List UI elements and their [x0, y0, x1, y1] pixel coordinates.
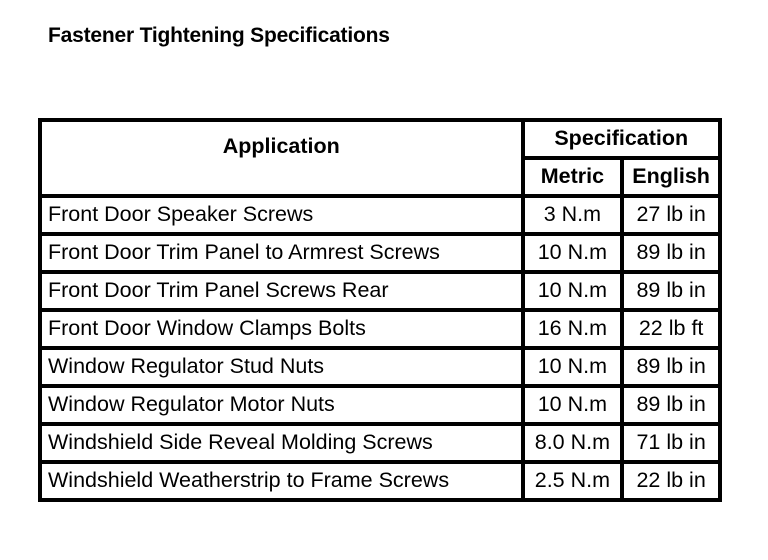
english-cell: 22 lb in [622, 462, 720, 500]
application-cell: Window Regulator Motor Nuts [40, 386, 523, 424]
metric-cell: 10 N.m [523, 272, 623, 310]
english-cell: 89 lb in [622, 386, 720, 424]
metric-header: Metric [523, 158, 623, 196]
application-cell: Front Door Speaker Screws [40, 196, 523, 234]
metric-cell: 10 N.m [523, 348, 623, 386]
english-cell: 89 lb in [622, 272, 720, 310]
metric-cell: 10 N.m [523, 234, 623, 272]
application-cell: Window Regulator Stud Nuts [40, 348, 523, 386]
metric-cell: 2.5 N.m [523, 462, 623, 500]
table-row [40, 424, 720, 462]
metric-cell: 8.0 N.m [523, 424, 623, 462]
english-cell: 89 lb in [622, 234, 720, 272]
specification-header: Specification [523, 120, 721, 158]
metric-cell: 3 N.m [523, 196, 623, 234]
application-cell: Front Door Window Clamps Bolts [40, 310, 523, 348]
table-row [40, 234, 720, 272]
english-cell: 27 lb in [622, 196, 720, 234]
metric-cell: 10 N.m [523, 386, 623, 424]
english-header: English [622, 158, 720, 196]
table-row [40, 272, 720, 310]
metric-cell: 16 N.m [523, 310, 623, 348]
english-cell: 89 lb in [622, 348, 720, 386]
table-row [40, 386, 720, 424]
fastener-spec-table [38, 118, 722, 502]
page-title: Fastener Tightening Specifications [48, 24, 390, 47]
table-row [40, 348, 720, 386]
application-cell: Front Door Trim Panel Screws Rear [40, 272, 523, 310]
application-header: Application [40, 120, 523, 196]
table-row [40, 462, 720, 500]
application-cell: Windshield Weatherstrip to Frame Screws [40, 462, 523, 500]
application-cell: Windshield Side Reveal Molding Screws [40, 424, 523, 462]
application-cell: Front Door Trim Panel to Armrest Screws [40, 234, 523, 272]
table-row [40, 310, 720, 348]
english-cell: 71 lb in [622, 424, 720, 462]
english-cell: 22 lb ft [622, 310, 720, 348]
table-row [40, 196, 720, 234]
